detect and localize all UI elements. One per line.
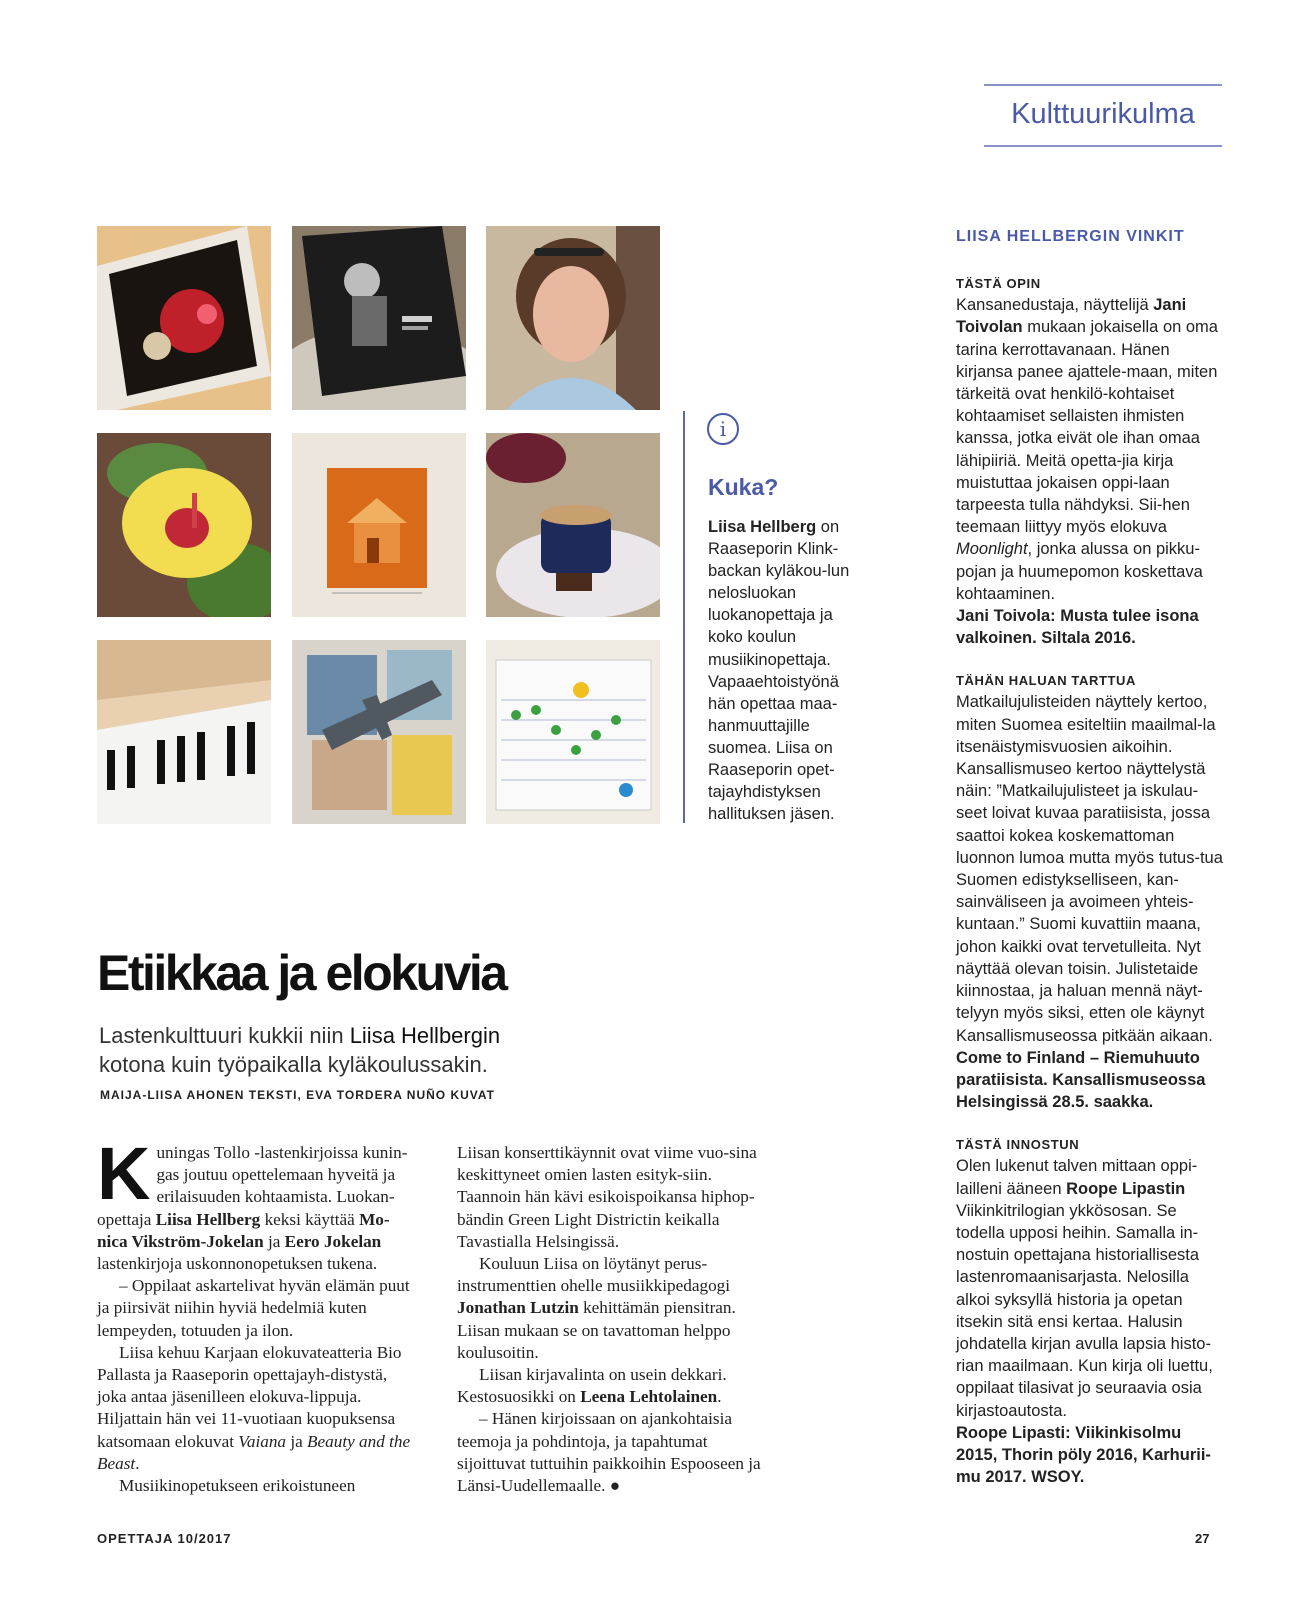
info-box-rule — [683, 411, 685, 823]
tip-head: TÄSTÄ INNOSTUN — [956, 1137, 1080, 1153]
tip-block-inspire — [956, 1135, 1224, 1488]
tips-title: LIISA HELLBERGIN VINKIT — [956, 228, 1185, 245]
drop-cap: K — [97, 1132, 151, 1215]
body-column-1 — [97, 1132, 417, 1497]
body-bold: Mo-nica Vikström-Jokelan — [97, 1209, 390, 1251]
body-text: kehittämän piensitran. Liisan mukaan se on tavattoman helppo koulusoitin. — [457, 1298, 736, 1362]
body-italic: Vaiana — [238, 1431, 287, 1451]
tips-column — [956, 226, 1224, 1510]
tip-text — [956, 1155, 1224, 1421]
body-paragraph — [457, 1408, 777, 1497]
tip-source: Roope Lipasti: Viikinkisolmu 2015, Thorin pöly 2016, Karhurii-mu 2017. WSOY. — [956, 1423, 1211, 1487]
body-text: Kouluun Liisa on löytänyt perus-instrumenttien ohelle musiikkipedagogi — [457, 1254, 731, 1296]
body-italic: Beauty and the Beast — [97, 1431, 411, 1473]
body-text: ja — [263, 1231, 285, 1251]
lead-name: Liisa Hellbergin — [349, 1023, 501, 1048]
footer-page-number: 27 — [1195, 1531, 1210, 1546]
body-paragraph — [97, 1132, 417, 1275]
body-text: uningas Tollo -lastenkirjoissa kunin-gas joutuu opettelemaan hyveitä ja erilaisuuden kohtaamista. Luokan-opettaja — [97, 1143, 408, 1229]
body-text: lastenkirjoja uskonnonopetuksen tukena. — [97, 1254, 378, 1274]
tip-text-part: Olen lukenut talven mittaan oppi-lailleni ääneen — [956, 1157, 1198, 1198]
photo-piano — [97, 640, 271, 824]
info-name: Liisa Hellberg — [708, 518, 817, 536]
section-rule-top — [984, 84, 1222, 86]
footer-magazine-issue: OPETTAJA 10/2017 — [97, 1531, 232, 1546]
tip-source: Come to Finland – Riemuhuuto paratiisista. Kansallismuseossa Helsingissä 28.5. saakka. — [956, 1048, 1206, 1112]
tip-text: Matkailujulisteiden näyttely kertoo, miten Suomea esiteltiin maailmal-la itsenäistymisvuosien aikoihin. Kansallismuseo kertoo näyttelystä näin: ”Matkailujulisteet ja iskulau-seet loivat kuvaa paratiisista, jossa saattoi kokea koskemattoman luonnon lumoa mutta myös tutus-tua Suomen edistykselliseen, kan-sainväliseen ja avoimeen yhteis-kuntaan.” Suomi kuvattiin maana, johon kaikki ovat tervetulleita. Nyt näyttää olevan toisin. Julistetaide kiinnostaa, ja haluan mennä näyt-telyyn myös siksi, etten ole käynyt Kansallismuseossa pitkään aikaan. — [956, 693, 1223, 1045]
body-paragraph: Liisan konserttikäynnit ovat viime vuo-sina keskittyneet omien lasten esityk-siin. Taannoin hän kävi esikoispoikansa hiphop-bändin Green Light Districtin keikalla Tavastialla Helsingissä. — [457, 1143, 757, 1251]
photo-tablet-concert — [97, 226, 271, 410]
photo-travel-posters — [292, 640, 466, 824]
tip-text-part: mukaan jokaisella on oma tarina kerrottavanaan. Hänen kirjansa panee ajattele-maan, miten tärkeitä ovat henkilö-kohtaiset kohtaamiset sellaisten ihmisten kanssa, jotka eivät ole ihan omaa lähipiiriä. Meitä opetta-jia kirja muistuttaa jokaisen oppi-laan tarpeesta tulla nähdyksi. Sii-hen teemaan liittyy myös elokuva — [956, 318, 1218, 537]
tip-bold-name: Roope Lipastin — [1066, 1179, 1186, 1198]
tip-source: Jani Toivola: Musta tulee isona valkoinen. Siltala 2016. — [956, 607, 1199, 648]
section-title: Kulttuurikulma — [1011, 98, 1195, 130]
body-bold: Eero Jokelan — [284, 1231, 382, 1251]
end-mark: ● — [609, 1476, 621, 1496]
info-icon: i — [707, 413, 739, 445]
body-paragraph — [97, 1342, 417, 1475]
tip-italic-title: Moonlight — [956, 540, 1028, 559]
photo-birds-chart — [486, 640, 660, 824]
body-paragraph — [457, 1253, 777, 1364]
tip-text-part: Viikinkitrilogian ykkösosan. Se todella upposi heihin. Samalla in-nostuin opettajana historiallisesta lastenromaanisarjasta. Nelosilla alkoi syksyllä historia ja opetan itsekin sitä ensi kertaa. Halusin johdatella kirjan avulla lapsia histo-rian maailmaan. Kun kirja oli luettu, oppilaat tilasivat jo seuraavia osia kirjastoautosta. — [956, 1201, 1213, 1420]
info-text: on Raaseporin Klink-backan kyläkou-lun nelosluokan luokanopettaja ja koko koulun musiikinopettaja. Vapaaehtoistyönä hän opettaa maa-hanmuuttajille suomea. Liisa on Raaseporin opet-tajayhdistyksen hallituksen jäsen. — [708, 518, 850, 824]
tip-block-learn — [956, 274, 1224, 649]
tip-text-part: , jonka alussa on pikku-pojan ja huumepomon koskettava kohtaaminen. — [956, 540, 1203, 603]
body-bold: Leena Lehtolainen — [580, 1387, 718, 1407]
article-byline: MAIJA-LIISA AHONEN TEKSTI, EVA TORDERA NUÑO KUVAT — [100, 1088, 496, 1102]
body-paragraph: – Oppilaat askartelivat hyvän elämän puut ja piirsivät niihin hyviä hedelmiä kuten lempeyden, totuuden ja ilon. — [97, 1276, 410, 1340]
article-headline: Etiikkaa ja elokuvia — [97, 945, 506, 1001]
tip-text-part: Kansanedustaja, näyttelijä — [956, 296, 1154, 315]
tip-head: TÄSTÄ OPIN — [956, 276, 1041, 292]
body-column-2 — [457, 1142, 777, 1497]
info-body — [708, 516, 858, 825]
photo-coffee-cup — [486, 433, 660, 617]
body-text: ja — [286, 1431, 308, 1451]
body-text: Liisan kirjavalinta on usein dekkari. Kestosuosikki on — [457, 1365, 727, 1407]
tip-block-grab — [956, 671, 1224, 1113]
article-lead — [99, 1021, 569, 1079]
photo-hibiscus — [97, 433, 271, 617]
info-heading: Kuka? — [708, 474, 779, 500]
section-rule-bottom — [984, 145, 1222, 147]
body-paragraph: Musiikinopetukseen erikoistuneen — [119, 1476, 356, 1496]
body-paragraph — [457, 1364, 777, 1408]
photo-print-artwork — [292, 433, 466, 617]
tip-head: TÄHÄN HALUAN TARTTUA — [956, 673, 1137, 689]
body-text: . — [717, 1387, 722, 1407]
body-bold: Liisa Hellberg — [155, 1209, 261, 1229]
body-text: – Hänen kirjoissaan on ajankohtaisia teemoja ja pohdintoja, ja tapahtumat sijoittuvat tuttuihin paikkoihin Espooseen ja Länsi-Uudellemaalle. — [457, 1409, 761, 1496]
body-text: Liisa kehuu Karjaan elokuvateatteria Bio Pallasta ja Raaseporin opettajayh-distystä, joka antaa jäsenilleen elokuva-lippuja. Hiljattain hän vei 11-vuotiaan kuopuksensa katsomaan elokuvat — [97, 1342, 402, 1451]
photo-portrait — [486, 226, 660, 410]
lead-text: kotona kuin työpaikalla kyläkoulussakin. — [99, 1052, 488, 1077]
tip-text — [956, 294, 1224, 605]
body-text: . — [135, 1453, 140, 1473]
body-text: keksi käyttää — [260, 1209, 360, 1229]
lead-text: Lastenkulttuuri kukkii niin — [99, 1023, 350, 1048]
photo-book-cover — [292, 226, 466, 410]
tip-bold-name: Jani Toivolan — [956, 296, 1187, 337]
body-bold: Jonathan Lutzin — [457, 1298, 579, 1318]
